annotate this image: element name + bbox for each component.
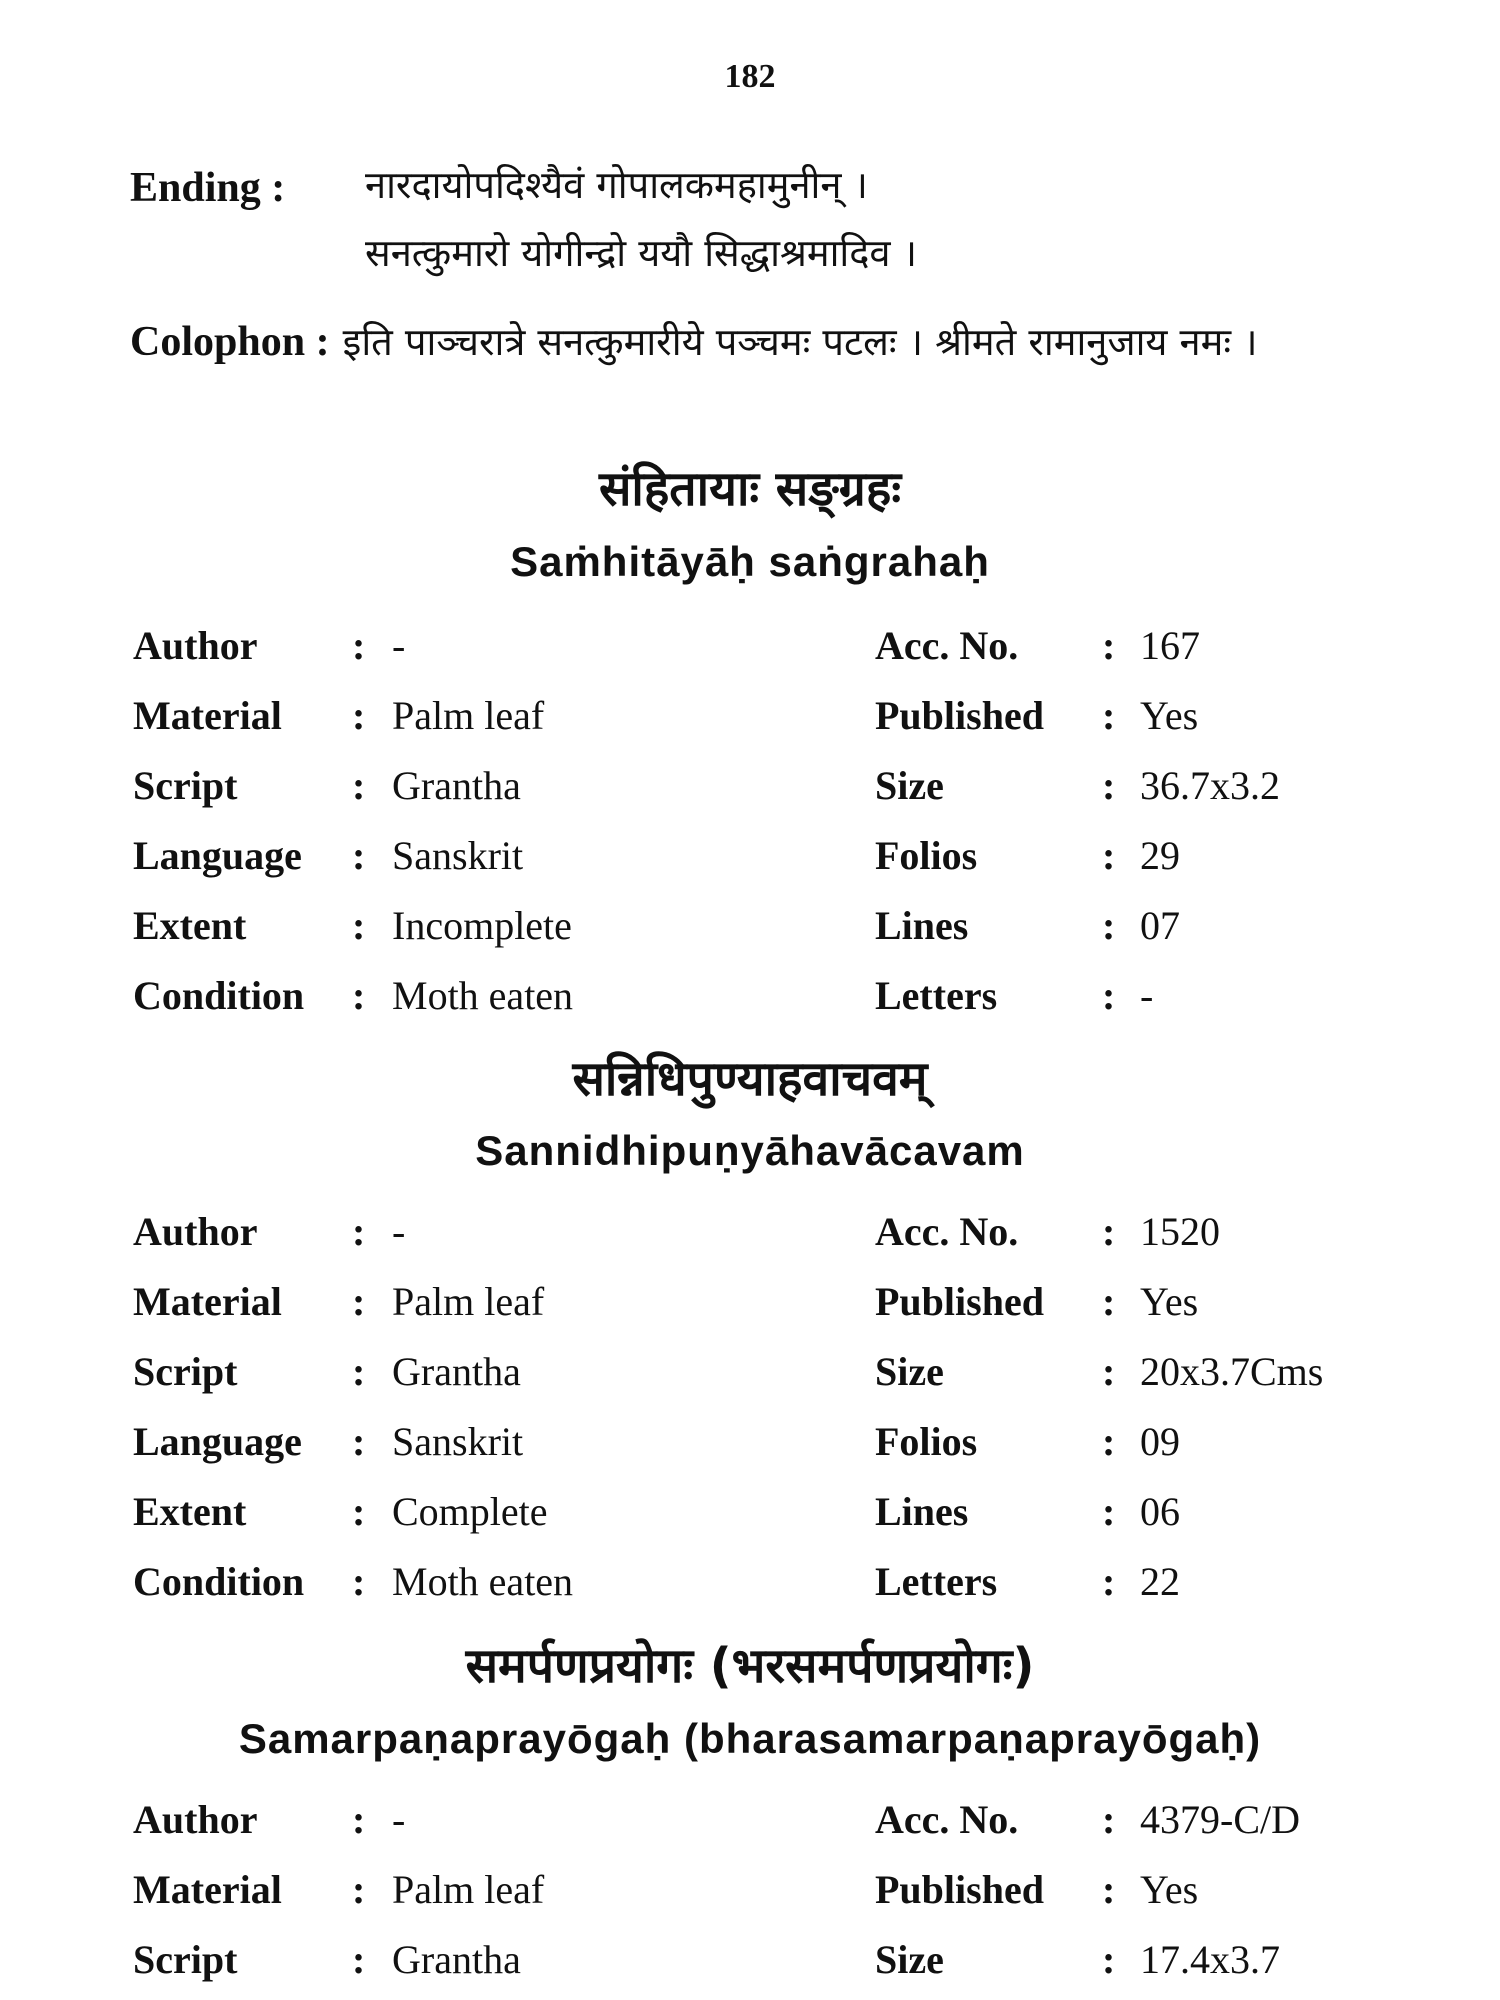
colon: : (352, 1279, 366, 1324)
field-value: Moth eaten (392, 973, 574, 1018)
field-value: - (392, 623, 406, 668)
colophon-label: Colophon : (130, 319, 330, 365)
colon: : (352, 763, 366, 808)
colon: : (1102, 833, 1116, 878)
field-value: 06 (1140, 1489, 1180, 1534)
field-value: Complete (392, 1489, 548, 1534)
field-value: 09 (1140, 1419, 1180, 1464)
field-label: Folios (875, 1419, 978, 1464)
field-value: - (392, 1797, 406, 1842)
entry-1-row (0, 832, 1500, 892)
colon: : (352, 1209, 366, 1254)
ending-label: Ending : (130, 165, 286, 211)
colon: : (352, 1349, 366, 1394)
ending-line-1: नारदायोपदिश्यैवं गोपालकमहामुनीन् । (365, 163, 868, 207)
entry-1-title-roman: Saṁhitāyāḥ saṅgrahaḥ (510, 538, 990, 585)
field-value: Sanskrit (392, 1419, 524, 1464)
entry-1-row (0, 762, 1500, 822)
field-label: Author (133, 1797, 258, 1842)
colon: : (1102, 1867, 1116, 1912)
field-label: Script (133, 1349, 238, 1394)
field-label: Published (875, 1279, 1044, 1324)
field-value: Grantha (392, 763, 521, 808)
field-label: Script (133, 763, 238, 808)
colon: : (352, 1419, 366, 1464)
field-label: Extent (133, 903, 247, 948)
field-value: Yes (1140, 693, 1199, 738)
colon: : (352, 833, 366, 878)
field-value: Palm leaf (392, 1867, 545, 1912)
colon: : (352, 1937, 366, 1982)
colon: : (1102, 1797, 1116, 1842)
entry-2-row (0, 1208, 1500, 1268)
colon: : (352, 1797, 366, 1842)
field-value: 22 (1140, 1559, 1180, 1604)
field-label: Letters (875, 1559, 998, 1604)
colon: : (352, 1867, 366, 1912)
field-value: Grantha (392, 1937, 521, 1982)
field-value: 29 (1140, 833, 1180, 878)
field-label: Lines (875, 903, 969, 948)
field-label: Condition (133, 973, 305, 1018)
field-value: 20x3.7Cms (1140, 1349, 1324, 1394)
field-label: Size (875, 1937, 944, 1982)
field-label: Published (875, 1867, 1044, 1912)
field-value: 4379-C/D (1140, 1797, 1300, 1842)
colon: : (1102, 763, 1116, 808)
field-value: Grantha (392, 1349, 521, 1394)
field-label: Size (875, 1349, 944, 1394)
entry-1-row (0, 692, 1500, 752)
colon: : (1102, 1349, 1116, 1394)
field-label: Lines (875, 1489, 969, 1534)
colon: : (352, 1489, 366, 1534)
colon: : (1102, 1279, 1116, 1324)
field-label: Language (133, 833, 302, 878)
field-value: 167 (1140, 623, 1200, 668)
colophon-section (130, 308, 1410, 384)
colon: : (352, 1559, 366, 1604)
field-value: Incomplete (392, 903, 572, 948)
entry-3-row (0, 1796, 1500, 1856)
field-label: Material (133, 1279, 282, 1324)
field-value: Yes (1140, 1867, 1199, 1912)
field-label: Material (133, 1867, 282, 1912)
field-value: 17.4x3.7 (1140, 1937, 1280, 1982)
field-value: Moth eaten (392, 1559, 574, 1604)
entry-1-title-devanagari: संहितायाः सङ्ग्रहः (598, 461, 902, 517)
field-label: Acc. No. (875, 1209, 1019, 1254)
colon: : (1102, 693, 1116, 738)
field-value: 07 (1140, 903, 1180, 948)
field-label: Published (875, 693, 1044, 738)
colon: : (1102, 1489, 1116, 1534)
colon: : (352, 693, 366, 738)
entry-2-row (0, 1348, 1500, 1408)
field-value: Palm leaf (392, 693, 545, 738)
colon: : (1102, 1937, 1116, 1982)
field-value: 1520 (1140, 1209, 1220, 1254)
colon: : (1102, 1559, 1116, 1604)
entry-2-title-roman: Sannidhipuṇyāhavācavam (475, 1127, 1025, 1174)
field-label: Language (133, 1419, 302, 1464)
field-label: Letters (875, 973, 998, 1018)
field-value: Yes (1140, 1279, 1199, 1324)
entry-2-title-devanagari: सन्निधिपुण्याहवाचवम् (572, 1051, 928, 1107)
entry-2-row (0, 1558, 1500, 1618)
colon: : (1102, 973, 1116, 1018)
colophon-text: इति पाञ्चरात्रे सनत्कुमारीये पञ्चमः पटलः । श्रीमते रामानुजाय नमः । (342, 320, 1258, 364)
entry-1-row (0, 972, 1500, 1032)
colon: : (352, 903, 366, 948)
field-label: Acc. No. (875, 623, 1019, 668)
field-value: - (1140, 973, 1154, 1018)
ending-line-2: सनत्कुमारो योगीन्द्रो ययौ सिद्धाश्रमादिव । (365, 231, 918, 275)
colon: : (1102, 903, 1116, 948)
entry-2-row (0, 1278, 1500, 1338)
entry-1-row (0, 902, 1500, 962)
colon: : (1102, 623, 1116, 668)
colon: : (1102, 1419, 1116, 1464)
field-value: Sanskrit (392, 833, 524, 878)
entry-3-row (0, 1866, 1500, 1926)
field-label: Folios (875, 833, 978, 878)
field-value: - (392, 1209, 406, 1254)
field-label: Material (133, 693, 282, 738)
entry-3-row (0, 1936, 1500, 1996)
entry-1-row (0, 622, 1500, 682)
colon: : (352, 623, 366, 668)
field-value: 36.7x3.2 (1140, 763, 1280, 808)
field-label: Script (133, 1937, 238, 1982)
entry-3-title-roman: Samarpaṇaprayōgaḥ (bharasamarpaṇaprayōgaḥ) (238, 1715, 1262, 1762)
entry-3-title-devanagari: समर्पणप्रयोगः (भरसमर्पणप्रयोगः) (465, 1638, 1035, 1694)
field-label: Author (133, 1209, 258, 1254)
entry-2-row (0, 1488, 1500, 1548)
field-label: Condition (133, 1559, 305, 1604)
field-label: Extent (133, 1489, 247, 1534)
field-label: Author (133, 623, 258, 668)
entry-2-row (0, 1418, 1500, 1478)
field-label: Size (875, 763, 944, 808)
colon: : (352, 973, 366, 1018)
page-number: 182 (724, 58, 776, 95)
field-label: Acc. No. (875, 1797, 1019, 1842)
field-value: Palm leaf (392, 1279, 545, 1324)
colon: : (1102, 1209, 1116, 1254)
